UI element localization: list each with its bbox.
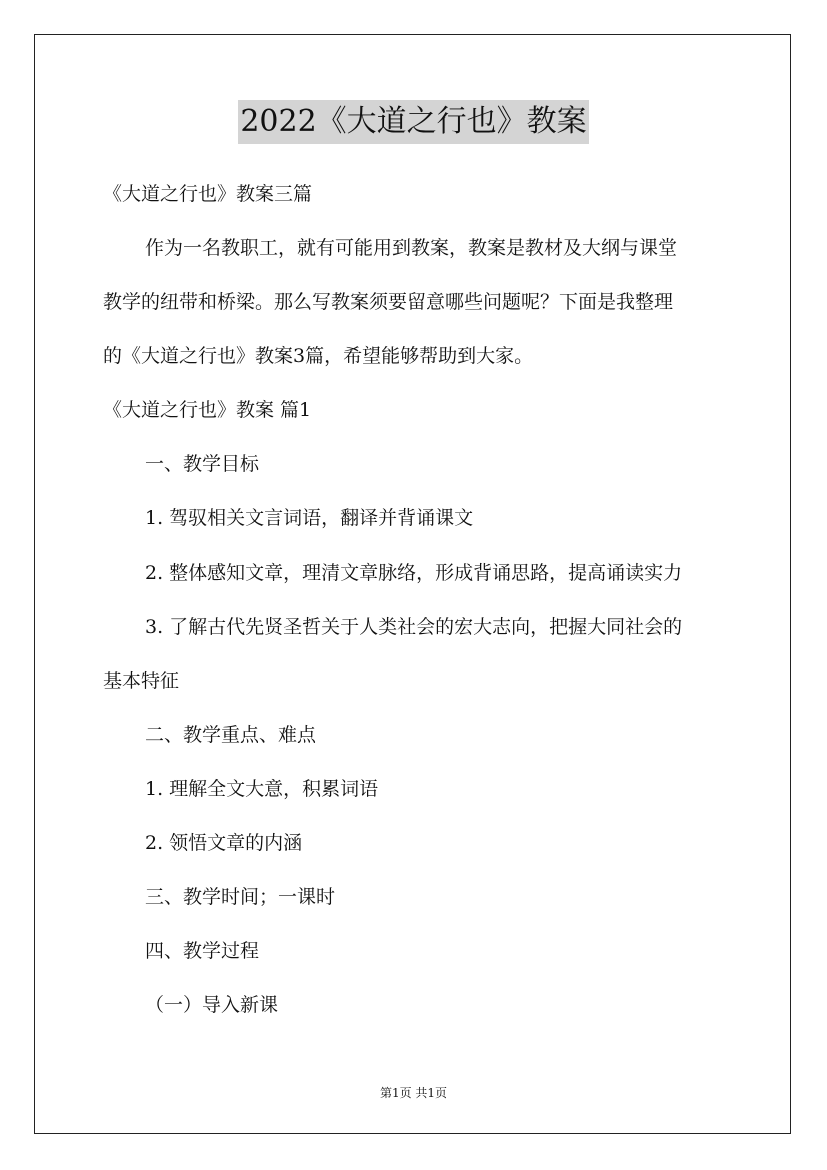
process-step-1: （一）导入新课	[145, 994, 279, 1016]
heading-teaching-process: 四、教学过程	[145, 940, 260, 962]
goal-item-2: 2. 整体感知文章，理清文章脉络，形成背诵思路，提高诵读实力	[145, 562, 683, 584]
heading-key-points: 二、教学重点、难点	[145, 724, 317, 746]
goal-item-1: 1. 驾驭相关文言词语，翻译并背诵课文	[145, 507, 474, 529]
title-container	[0, 100, 827, 144]
intro-line-2: 教学的纽带和桥梁。那么写教案须要留意哪些问题呢？下面是我整理	[103, 291, 674, 313]
subtitle-line: 《大道之行也》教案三篇	[103, 183, 313, 205]
intro-line-3: 的《大道之行也》教案3篇，希望能够帮助到大家。	[103, 345, 534, 367]
goal-item-3-continued: 基本特征	[103, 670, 180, 692]
heading-teaching-goals: 一、教学目标	[145, 453, 260, 475]
document-title: 2022《大道之行也》教案	[238, 100, 588, 144]
section-heading: 《大道之行也》教案 篇1	[103, 399, 312, 421]
heading-teaching-time: 三、教学时间；一课时	[145, 886, 336, 908]
key-point-item-1: 1. 理解全文大意，积累词语	[145, 778, 379, 800]
key-point-item-2: 2. 领悟文章的内涵	[145, 832, 303, 854]
page-footer: 第1页 共1页	[379, 1086, 448, 1100]
goal-item-3: 3. 了解古代先贤圣哲关于人类社会的宏大志向，把握大同社会的	[145, 616, 683, 638]
intro-line-1: 作为一名教职工，就有可能用到教案，教案是教材及大纲与课堂	[145, 237, 678, 259]
